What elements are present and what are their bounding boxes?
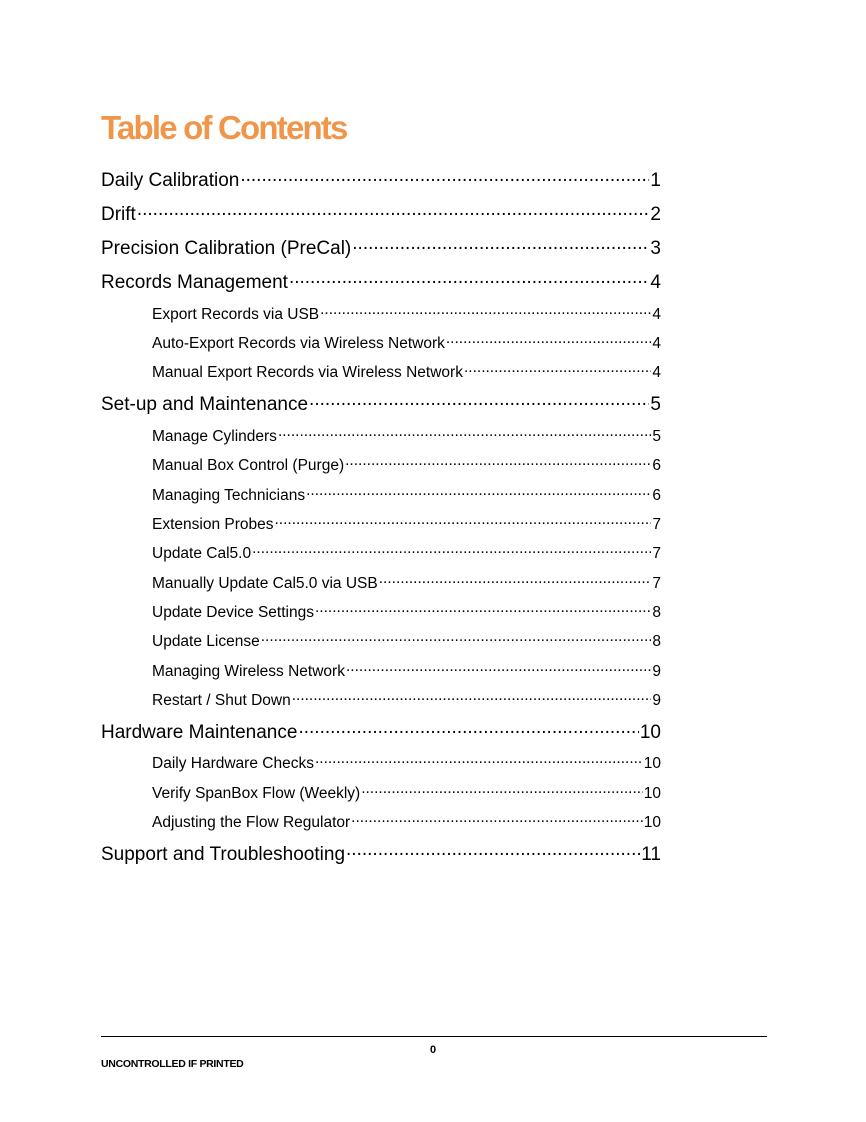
dot-leader — [261, 630, 652, 646]
toc-entry-daily-hardware-checks[interactable] — [152, 752, 661, 774]
toc-entry-hardware-maintenance[interactable] — [101, 719, 661, 745]
toc-entry-label: Managing Wireless Network — [152, 662, 345, 680]
toc-entry-verify-spanbox-flow[interactable] — [152, 782, 661, 804]
toc-entry-adjusting-flow-regulator[interactable] — [152, 811, 661, 833]
footer-notice: UNCONTROLLED IF PRINTED — [101, 1058, 244, 1070]
footer-page-number: 0 — [429, 1044, 437, 1056]
toc-entry-restart-shut-down[interactable] — [152, 689, 661, 711]
toc-entry-label: Manage Cylinders — [152, 427, 277, 445]
dot-leader — [292, 689, 652, 705]
toc-entry-label: Drift — [101, 204, 136, 225]
toc-entry-precision-calibration[interactable] — [101, 235, 661, 261]
toc-entry-label: Extension Probes — [152, 515, 274, 533]
toc-entry-page: 5 — [650, 394, 661, 415]
toc-entry-page: 9 — [652, 662, 661, 680]
toc-entry-manually-update-cal5-usb[interactable] — [152, 572, 661, 594]
toc-entry-label: Verify SpanBox Flow (Weekly) — [152, 784, 361, 802]
toc-entry-page: 1 — [650, 170, 661, 191]
toc-entry-label: Update License — [152, 632, 260, 650]
toc-entry-drift[interactable] — [101, 201, 661, 227]
dot-leader — [315, 752, 643, 768]
toc-entry-records-management[interactable] — [101, 269, 661, 295]
toc-entry-label: Daily Calibration — [101, 170, 240, 191]
toc-entry-page: 10 — [643, 754, 661, 772]
toc-entry-manage-cylinders[interactable] — [152, 425, 661, 447]
dot-leader — [464, 361, 651, 377]
toc-entry-manual-export-wireless[interactable] — [152, 361, 661, 383]
toc-entry-label: Manual Box Control (Purge) — [152, 456, 345, 474]
toc-entry-label: Precision Calibration (PreCal) — [101, 238, 352, 259]
toc-entry-label: Update Device Settings — [152, 603, 314, 621]
toc-entry-label: Manually Update Cal5.0 via USB — [152, 574, 378, 592]
toc-entry-page: 7 — [652, 515, 661, 533]
toc-entry-managing-technicians[interactable] — [152, 484, 661, 506]
toc-entry-label: Manual Export Records via Wireless Network — [152, 363, 463, 381]
toc-entry-managing-wireless-network[interactable] — [152, 660, 661, 682]
dot-leader — [306, 484, 651, 500]
dot-leader — [446, 332, 652, 348]
toc-entry-label: Records Management — [101, 272, 288, 293]
dot-leader — [275, 513, 652, 529]
dot-leader — [315, 601, 651, 617]
toc-entry-update-license[interactable] — [152, 630, 661, 652]
dot-leader — [240, 167, 649, 186]
dot-leader — [278, 425, 651, 441]
dot-leader — [345, 454, 651, 470]
footer-divider — [101, 1036, 767, 1037]
dot-leader — [352, 235, 649, 254]
toc-entry-manual-box-control[interactable] — [152, 454, 661, 476]
dot-leader — [298, 719, 638, 738]
toc-entry-label: Restart / Shut Down — [152, 691, 291, 709]
toc-entry-page: 6 — [652, 486, 661, 504]
toc-entry-page: 7 — [652, 574, 661, 592]
toc-entry-page: 4 — [652, 334, 661, 352]
toc-entry-page: 11 — [641, 844, 661, 865]
dot-leader — [351, 811, 643, 827]
toc-entry-update-device-settings[interactable] — [152, 601, 661, 623]
dot-leader — [320, 303, 651, 319]
dot-leader — [309, 391, 649, 410]
toc-entry-page: 4 — [652, 305, 661, 323]
page-title: Table of Contents — [101, 109, 347, 146]
toc-entry-page: 3 — [650, 238, 661, 259]
toc-entry-extension-probes[interactable] — [152, 513, 661, 535]
toc-entry-label: Export Records via USB — [152, 305, 320, 323]
dot-leader — [346, 660, 651, 676]
toc-entry-page: 10 — [643, 813, 661, 831]
dot-leader — [289, 269, 649, 288]
toc-entry-label: Support and Troubleshooting — [101, 844, 346, 865]
toc-entry-page: 5 — [652, 427, 661, 445]
toc-entry-label: Hardware Maintenance — [101, 722, 298, 743]
toc-entry-page: 10 — [639, 722, 661, 743]
toc-entry-label: Auto-Export Records via Wireless Network — [152, 334, 445, 352]
toc-entry-update-cal5[interactable] — [152, 542, 661, 564]
toc-entry-page: 9 — [652, 691, 661, 709]
toc-entry-label: Adjusting the Flow Regulator — [152, 813, 351, 831]
toc-entry-page: 7 — [652, 544, 661, 562]
dot-leader — [252, 542, 651, 558]
dot-leader — [361, 782, 643, 798]
toc-entry-auto-export-wireless[interactable] — [152, 332, 661, 354]
toc-entry-setup-maintenance[interactable] — [101, 391, 661, 417]
toc-entry-label: Managing Technicians — [152, 486, 306, 504]
toc-entry-page: 8 — [652, 603, 661, 621]
dot-leader — [137, 201, 650, 220]
toc-entry-page: 4 — [652, 363, 661, 381]
toc-entry-page: 4 — [650, 272, 661, 293]
toc-entry-daily-calibration[interactable] — [101, 167, 661, 193]
dot-leader — [379, 572, 652, 588]
toc-entry-label: Set-up and Maintenance — [101, 394, 309, 415]
toc-entry-export-records-usb[interactable] — [152, 303, 661, 325]
dot-leader — [346, 841, 640, 860]
toc-entry-label: Daily Hardware Checks — [152, 754, 314, 772]
toc-entry-support-troubleshooting[interactable] — [101, 841, 661, 867]
toc-entry-label: Update Cal5.0 — [152, 544, 252, 562]
toc-entry-page: 6 — [652, 456, 661, 474]
toc-entry-page: 10 — [643, 784, 661, 802]
toc-entry-page: 8 — [652, 632, 661, 650]
toc-entry-page: 2 — [650, 204, 661, 225]
